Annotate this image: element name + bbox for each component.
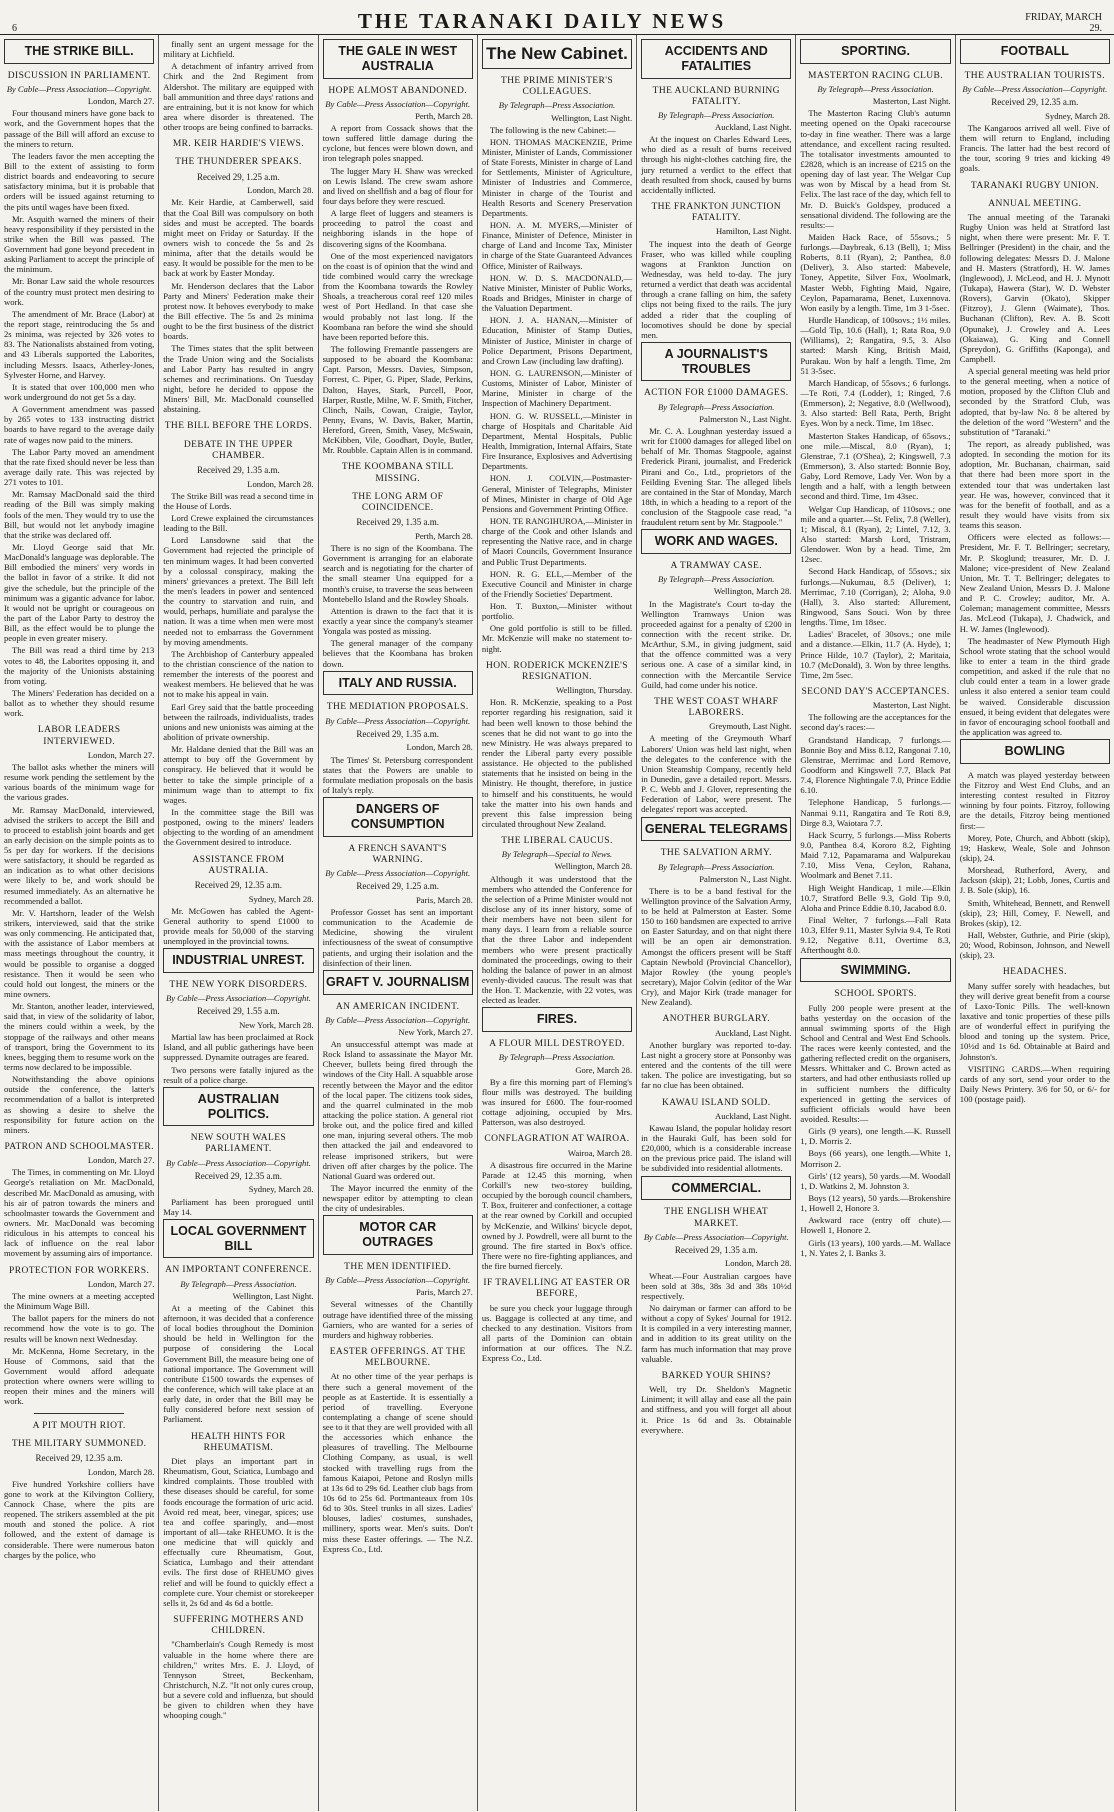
byline: By Cable—Press Association—Copyright. xyxy=(325,1275,471,1286)
paragraph: Morey, Pote, Church, and Abbott (skip), 19; Haskew, Weale, Sole and Johnson (skip), 24. xyxy=(959,832,1110,863)
subhead: THE LONG ARM OF COINCIDENCE. xyxy=(352,491,444,514)
paragraph: Parliament has been prorogued until May 14. xyxy=(163,1196,314,1217)
received-time: Received 29, 1.35 a.m. xyxy=(197,464,280,475)
subhead: ACTION FOR £1000 DAMAGES. xyxy=(643,388,789,399)
subhead: A FLOUR MILL DESTROYED. xyxy=(489,1039,625,1050)
headline-strike-bill: THE STRIKE BILL. xyxy=(4,39,154,64)
byline: By Cable—Press Association—Copyright. xyxy=(165,1157,311,1168)
byline: By Telegraph—Press Association. xyxy=(498,100,616,111)
dateline: Auckland, Last Night. xyxy=(715,1027,792,1038)
dateline: London, March 28. xyxy=(406,742,473,753)
paragraph: A match was played yesterday between the Fitzroy and West End Clubs, and an interesting contest resulted in Fitzroy winning by four points. Fitzroy, following are the details, Fitzroy being mentioned first:— xyxy=(959,769,1110,831)
paragraph: Mr. Ramsay MacDonald, interviewed, advised the strikers to accept the Bill and to proceed to establish joint boards and get an early decision on the simple points as to 5s per day for workers. If the decisions were satisfactory, it should be regarded as an indication as to what other decisions were likely to be, and work should be resumed immediately. As an alternative he recommended a ballot. xyxy=(4,804,155,906)
paragraph: Although it was understood that the members who attended the Conference for the selection of a Prime Minister would not disclose any of its inner history, some of their members have not been silent for many days. I learn from a reliable source that the three Labor and independent members who were present practically dominated the proceedings, owing to their holding the balance of power in an almost evenly-divided caucus. The result was that the Hon. T. Mackenzie, with 22 votes, was elected as leader. xyxy=(481,873,633,1006)
column-5 xyxy=(637,35,796,1811)
byline: By Cable—Press Association—Copyright. xyxy=(165,993,311,1004)
subhead: KAWAU ISLAND SOLD. xyxy=(661,1097,771,1108)
subhead: CONFLAGRATION AT WAIROA. xyxy=(484,1134,630,1145)
subhead: IF TRAVELLING AT EASTER OR BEFORE, xyxy=(483,1278,631,1300)
subhead: THE ENGLISH WHEAT MARKET. xyxy=(664,1207,769,1229)
received-time: Received 29, 1.55 a.m. xyxy=(197,1006,280,1017)
paragraph: The Kangaroos arrived all well. Five of them will return to England, including Francis. The latter had the best record of the tour, scoring 9 tries and kicking 49 goals. xyxy=(959,122,1110,174)
paragraph: The amendment of Mr. Brace (Labor) at the report stage, reintroducing the 5s and 2s minima, was rejected by 326 votes to 83. The Nationalists abstained from voting, and 43 Liberals supported the Laborites, including Messrs. Isaacs, Atherley-Jones, Sylvester Horne, and Harvey. xyxy=(4,308,155,380)
paragraph: Mr. McKenna, Home Secretary, in the House of Commons, said that the Government would afford adequate protection where owners were willing to reopen their mines and the miners will work. xyxy=(4,1345,155,1407)
subhead: HON. RODERICK MCKENZIE'S RESIGNATION. xyxy=(486,660,628,682)
byline: By Cable—Press Association—Copyright. xyxy=(325,98,471,109)
paragraph: In the committee stage the Bill was postponed, owing to the miners' leaders objecting to the wording of an amendment the Government desired to introduce. xyxy=(163,806,314,848)
paragraph: HON. TE RANGIHUROA,—Minister in charge of the Cook and other Islands and representing the Native race, and in charge of Maori Councils, Government Insurance and Public Trust Departments. xyxy=(481,515,633,567)
received-time: Received 29, 1.35 a.m. xyxy=(356,517,440,528)
headline-industrial-unrest: INDUSTRIAL UNREST. xyxy=(163,948,313,973)
paragraph: The Times states that the split between the Trade Union wing and the Socialists and Labor Party has resulted in angry schemes and recriminations. On Tuesday night, before he decided to oppose the Miners' Bill, Mr. MacDonald counselled abstaining. xyxy=(163,343,314,415)
subhead: TARANAKI RUGBY UNION. xyxy=(970,180,1099,191)
headline-football: FOOTBALL xyxy=(960,39,1110,64)
paragraph: Lord Crewe explained the circumstances leading to the Bill. xyxy=(163,513,314,534)
paragraph: Two persons were fatally injured as the result of a police charge. xyxy=(163,1064,314,1085)
paragraph: VISITING CARDS.—When requiring cards of any sort, send your order to the Daily News Printery. 3/6 for 50, or 6/- for 100 (postage paid). xyxy=(959,1063,1110,1105)
dateline: Wellington, Last Night. xyxy=(551,112,633,123)
paragraph: Four thousand miners have gone back to work, and the Government hopes that the passage of the Bill will afford an excuse to the miners to return. xyxy=(4,108,155,149)
received-time: Received 29, 1.35 a.m. xyxy=(356,728,440,739)
subhead: THE MEN IDENTIFIED. xyxy=(344,1261,452,1272)
paragraph: HON. THOMAS MACKENZIE, Prime Minister, Minister of Lands, Commissioner of State Forests, Minister in charge of Land for Settlements, Minister of Agriculture, Minister of Industries and Commerce, Minister in charge of the Tourist and Health Resorts and Scenery Preservation Departments. xyxy=(481,136,633,218)
subhead: THE THUNDERER SPEAKS. xyxy=(175,157,302,168)
subhead: THE LIBERAL CAUCUS. xyxy=(501,836,613,847)
dateline: Auckland, Last Night. xyxy=(715,122,792,133)
byline: By Cable—Press Association—Copyright. xyxy=(6,83,152,94)
paragraph: Telephone Handicap, 5 furlongs.—Nanmai 9.11, Rangatira and Te Roti 8.9, Dirge 8.3, Waiotara 7.7. xyxy=(800,797,951,828)
subhead: BARKED YOUR SHINS? xyxy=(661,1370,771,1381)
paragraph: At the inquest on Charles Edward Lees, who died as a result of burns received through his night-clothes catching fire, the jury returned a verdict to the effect that death resulted from shock, caused by burns accidentally inflicted. xyxy=(641,134,792,195)
subhead: DISCUSSION IN PARLIAMENT. xyxy=(7,70,151,81)
paragraph: HON. G. LAURENSON,—Minister of Customs, Minister of Labor, Minister of Marine, Minister in charge of the Inspection of Machinery Department. xyxy=(481,367,633,409)
dateline: Paris, March 27. xyxy=(416,1287,473,1298)
column-1 xyxy=(0,35,159,1811)
paragraph: Second Hack Handicap, of 55sovs.; six furlongs.—Nukumau, 8.5 (Deliver), 1; Merrimac, 7.10 (Corrigan), 2; Aloha, 9.0 (Hall), 3. Also started: Allurement, Ringwood, Sans Souci. Won by three lengths. Time, 1m 18sec. xyxy=(800,566,951,628)
received-time: Received 29, 12.35 a.m. xyxy=(194,879,283,890)
subhead: THE NEW YORK DISORDERS. xyxy=(169,979,308,990)
headline-bowling: BOWLING xyxy=(960,739,1110,764)
dateline: Hamilton, Last Night. xyxy=(715,226,792,237)
subhead: PATRON AND SCHOOLMASTER. xyxy=(4,1142,154,1152)
dateline: Palmerston N., Last Night. xyxy=(699,413,792,424)
paragraph: By a fire this morning part of Fleming's flour mills was destroyed. The building was insured for £600. The four-roomed cottage adjoining, occupied by Mrs. Patterson, was also destroyed. xyxy=(481,1076,633,1128)
subhead: THE FRANKTON JUNCTION FATALITY. xyxy=(651,202,782,224)
subhead: ANNUAL MEETING. xyxy=(988,198,1082,209)
paragraph: Masterton Stakes Handicap, of 65sovs.; one mile.—Miscal, 8.0 (Ryan), 1; Glenstrae, 7.1 (O'Shea), 2; Kingswell, 7.3 (Emmerson), 3. Also started: Bonnie Boy, Gaby, Lord Remove, Lady Ver. Won by a length and a half, with a length between second and third. Time, 1m 43sec. xyxy=(800,430,951,502)
paragraph: Fully 200 people were present at the baths yesterday on the occasion of the annual swimming sports of the High School and Central and West End Schools. The races were keenly contested, and the gathering reflected credit on the organisers, Messrs. Whittaker and C. Brown acted as starters, and had other enthusiasts rolled up in sufficient numbers the difficulty experienced in getting the services of sufficient officials would have been avoided. Results:— xyxy=(800,1002,951,1125)
dateline: Auckland, Last Night. xyxy=(715,1110,792,1121)
subhead: THE KOOMBANA STILL MISSING. xyxy=(341,462,454,484)
dateline: Wellington, March 28. xyxy=(554,861,633,872)
byline: By Cable—Press Association—Copyright. xyxy=(962,83,1108,94)
paragraph: One gold portfolio is still to be filled. Mr. McKenzie will make no statement to-night. xyxy=(481,623,633,654)
paragraph: Earl Grey said that the battle proceeding between the railroads, individualists, trades unions and new unionists was aiming at the abolition of private ownership. xyxy=(163,701,314,742)
paragraph: The following Fremantle passengers are supposed to be aboard the Koombana: Capt. Parson, Messrs. Davies, Simpson, Forrest, C. Piper, G. Piper, Slade, Perkins, Dalton, Hayes, Stark, Purcell, Poor, Harper, Rustle, Milne, W. F. Smith, Fitcher, Clinch, Nails, Cowan, Craigie, Taylor, Penny, Evans, W. Davis, Baker, Martin, Hereford, Green, Smith, Vasey, McSwain, McKibben, Vile, Goodhart, Doyle, Butler, Mr. Roubble. Captain Allen is in command. xyxy=(322,343,473,456)
subhead: HEALTH HINTS FOR RHEUMATISM. xyxy=(191,1431,286,1453)
byline: By Cable—Press Association—Copyright. xyxy=(325,715,471,726)
newspaper-columns xyxy=(0,35,1114,1811)
byline: By Cable—Press Association—Copyright. xyxy=(325,1014,471,1025)
paragraph: Professor Gosset has sent an important communication to the Academie de Medicine, showing the virulent infectiousness of the sweat of consumptive patients, and urging their isolation and the disinfection of their linen. xyxy=(322,906,473,968)
paragraph: The ballot asks whether the miners will resume work pending the settlement by the various boards of the minimum wage for the various grades. xyxy=(4,761,155,803)
subhead: AN AMERICAN INCIDENT. xyxy=(335,1001,460,1012)
subhead: ASSISTANCE FROM AUSTRALIA. xyxy=(192,854,285,876)
received-time: Received 29, 12.35 a.m. xyxy=(194,1170,283,1181)
paragraph: Hack Scurry, 5 furlongs.—Miss Roberts 9.0, Panthea 8.4, Kororo 8.2, Fighting Maid 7.12, Papamarama and Walpurekau 7.10, Miss Vena, Ceylon, Rahana, Woolmark and Benet 7.11. xyxy=(800,829,951,881)
paragraph: Mr. C. A. Loughnan yesterday issued a writ for £1000 damages for alleged libel on behalf of Mr. Thomas Stagpoole, against Frederick Pirani, journalist, and Frederick Pirani and Co., Ltd., proprietors of the Feilding Evening Star. The alleged libels are contained in the Star of Monday, March 18th, in which a heading to a report of the conclusion of the Stagpoole case read, "a fraudulent return sent by Mr. Stagpoole." xyxy=(641,425,792,528)
paragraph: Kawau Island, the popular holiday resort in the Hauraki Gulf, has been sold for £20,000, which is a considerable increase on the previous price paid. The island will be subdivided into residential allotments. xyxy=(641,1122,792,1174)
paragraph: The Bill was read a third time by 213 votes to 48, the Laborites opposing it, and the majority of the Unionists abstaining from voting. xyxy=(4,645,155,686)
paragraph: The inquest into the death of George Fraser, who was killed while coupling wagons at Frankton Junction on Wednesday, was held to-day. The jury returned a verdict that death was accidental through a crane falling on him, the safety clips not being fixed to the rails. The jury added a rider that the coupling of locomotives should be done by special men. xyxy=(641,238,792,340)
headline-journalists-troubles: A JOURNALIST'S TROUBLES xyxy=(641,342,791,382)
received-time: Received 29, 12.35 a.m. xyxy=(35,1452,123,1463)
paragraph: Hurdle Handicap, of 100sovs.; 1½ miles.—Gold Tip, 10.6 (Hall), 1; Rata Roa, 9.0 (Williams), 2; Rangatira, 9.5, 3. Also started: Marsh King, British Maid, Purakau. Won by half a length. Time, 2m 51 3-5sec. xyxy=(800,315,951,376)
paragraph: There is to be a band festival for the Wellington province of the Salvation Army, to be held at Palmerston at Easter. Some 150 to 160 bandsmen are expected to arrive on Easter Saturday, and on that night there will be an open air demonstration. Amongst the officers present will be Staff Captain Newbold (Provincial Chancellor), Major Rowley (the young people's secretary), Major Colvin (editor of the War Cry), and Major Kirk (trade manager for New Zealand). xyxy=(641,885,792,1008)
subhead: THE WEST COAST WHARF LABORERS. xyxy=(654,696,779,719)
subhead: MR. KEIR HARDIE'S VIEWS. xyxy=(172,139,305,150)
subhead: MASTERTON RACING CLUB. xyxy=(808,70,944,81)
dateline: Sydney, March 28. xyxy=(1045,110,1110,121)
paragraph: Hon. R. McKenzie, speaking to a Post reporter regarding his resignation, said it had been well known to those behind the scenes that he did not want to go into the new Ministry. He was always prepared to render the Liberal party every possible assistance. He objected to the published statements that he insisted on being in the Ministry. He thought, therefore, in justice to himself and his constituents, he would take the matter into his own hands and prevent this false impression being circulated throughout New Zealand. xyxy=(481,697,633,829)
paragraph: A large fleet of luggers and steamers is proceeding to patrol the coast and neighboring islands in the hope of discovering signs of the Koombana. xyxy=(322,208,473,249)
paragraph: Welgar Cup Handicap, of 110sovs.; one mile and a quarter.—St. Felix, 7.8 (Weller), 1; Miscal, 8.1 (Ryan), 2; Lintel, 7.12, 3. Also started: Marsh Lord, Tristram, Glendower. Won by a head. Time, 2m 12sec. xyxy=(800,503,951,565)
paragraph: Several witnesses of the Chantilly outrage have identified three of the missing Garniers, who are wanted for a series of murders and highway robberies. xyxy=(322,1299,473,1340)
paragraph: Girls (9 years), one length.—K. Russell 1, D. Morris 2. xyxy=(800,1126,951,1147)
paragraph: High Weight Handicap, 1 mile.—Elkin 10.7, Stratford Belle 9.3, Gold Tip 9.0, Aloha and Prince Eddie 8.10, Jacabod 8.0. xyxy=(800,882,951,913)
page-number: 6 xyxy=(12,23,17,34)
paragraph: The leaders favor the men accepting the Bill to the extent of assisting to form district boards and endeavoring to secure satisfactory minima, but it is probable that orders will be issued against returning to the pits until wages have been fixed. xyxy=(4,150,155,212)
dateline: London, March 28. xyxy=(247,185,314,196)
subhead: HEADACHES. xyxy=(1002,967,1067,978)
paragraph: Mr. Ramsay MacDonald said the third reading of the Bill was simply making fools of the men. They would try to use the Bill, but would not let anybody imagine that the strike was declared off. xyxy=(4,489,155,540)
paragraph: Hall, Webster, Guthrie, and Pirie (skip), 20; Wood, Robinson, Johnson, and Newell (skip), 23. xyxy=(959,929,1110,961)
received-time: Received 29, 1.35 a.m. xyxy=(674,1244,758,1255)
paragraph: be sure you check your luggage through us. Baggage is collected at any time, and checked to any destination. Visitors from all parts of the Dominion can obtain information at our offices. The N.Z. Express Co., Ltd. xyxy=(481,1302,633,1364)
subhead: THE MILITARY SUMMONED. xyxy=(11,1438,147,1449)
headline-swimming: SWIMMING. xyxy=(800,958,950,983)
dateline: Masterton, Last Night. xyxy=(872,96,951,107)
paragraph: Mr. V. Hartshorn, leader of the Welsh strikers, interviewed, said that the strike was only commencing. He anticipated that, with the assistance of Labor members at mass meetings throughout the country, it would be possible to organise a dogged resistance. Then it would be seen who could hold out longest, the miners or the mine owners. xyxy=(4,907,155,1000)
paragraph: An unsuccessful attempt was made at Rock Island to assassinate the Mayor Mr. Cheever, bullets being fired through the windows of the City Hall. A squabble arose recently between the Mayor and the editor of the local paper. The citizens took sides, and the quarrel culminated in the mob attacking the police station. A general riot broke out, and the police fired and killed one man, injuring several others. The mob then attacked the jail and endeavored to release imprisoned strikers, but were driven off after charges by the police. The National Guard was ordered out. xyxy=(322,1039,473,1181)
dateline: London, March 28. xyxy=(87,1466,155,1477)
paragraph: Mr. Bonar Law said the whole resources of the country must protect men desiring to work. xyxy=(4,276,155,307)
subhead: SECOND DAY'S ACCEPTANCES. xyxy=(801,686,950,697)
paragraph: The Archbishop of Canterbury appealed to the christian conscience of the nation to remember the interests of the poorest and weakest members. He believed that he was not to make his appeal in vain. xyxy=(163,648,314,700)
paragraph: There is no sign of the Koombana. The Government is arranging for an elaborate search and is negotiating for the charter of the small steamer Una equipped for a month's cruise, to traverse the seas between Montebello Island and the Rowley Shoals. xyxy=(322,543,473,604)
subhead: ANOTHER BURGLARY. xyxy=(662,1014,770,1025)
paragraph: HON. G. W. RUSSELL,—Minister in charge of Hospitals and Charitable Aid Department, Mental Hospitals, Public Health, Immigration, Internal Affairs, State Fire Insurance, Explosives and Advertising Departments. xyxy=(481,410,633,472)
subhead: NEW SOUTH WALES PARLIAMENT. xyxy=(190,1133,287,1155)
subhead: THE BILL BEFORE THE LORDS. xyxy=(164,421,313,432)
subhead: LABOR LEADERS INTERVIEWED. xyxy=(37,725,121,747)
divider xyxy=(34,1413,124,1414)
paragraph: The general manager of the company believes that the Koombana has broken down. xyxy=(322,638,473,669)
dateline: Paris, March 28. xyxy=(416,894,473,905)
paragraph: finally sent an urgent message for the military at Lichfield. xyxy=(163,39,314,60)
subhead: EASTER OFFERINGS. AT THE MELBOURNE. xyxy=(329,1346,466,1369)
subhead: THE SALVATION ARMY. xyxy=(660,848,772,859)
paragraph: Girls (13 years), 100 yards.—M. Wallace 1, N. Yates 2, I. Banks 3. xyxy=(800,1237,951,1258)
paragraph: Grandstand Handicap, 7 furlongs.—Bonnie Boy and Miss 8.12, Rangonai 7.10, Glenstrae, Merrimac and Lord Remove, Goodform and Kingswell 7.7, Black Pat 7.4, Florence Nightingale 7.0, Prince Eddie 6.10. xyxy=(800,734,951,796)
headline-sporting: SPORTING. xyxy=(800,39,950,64)
dateline: Wellington, Last Night. xyxy=(232,1290,314,1301)
paragraph: Mr. McGowen has cabled the Agent-General authority to spend £1000 to provide meals for 50,000 of the starving unemployed in the provincial towns. xyxy=(163,905,314,947)
dateline: Gore, March 28. xyxy=(575,1064,633,1075)
paragraph: Maiden Hack Race, of 55sovs.; 5 furlongs.—Daybreak, 6.13 (Bell), 1; Miss Roberts, 8.11 (Ryan), 2; Panthea, 8.0 (Deliver), 3. Also started: Mabevele, Toney, Appetite, Silver Fox, Woolmark, Master Webb, Fighting Maid, Ngaire, Ceylon, Papamarama, Benet, Luxennova. Won easily by a length. Time, 1m 3 1-5sec. xyxy=(800,231,951,313)
paragraph: A disastrous fire occurred in the Marine Parade at 12.45 this morning, when Corkill's new two-storey building, occupied by the borough council chambers, T. Box, fruiterer and confectioner, a cottage at the rear owned by Corkill and occupied by McKenzie, and Wilkins' bicycle depot, owned by J. Powdrell, were all burnt to the ground. The fire started in Box's office. There were no fire-fighting appliances, and the fire burned fiercely. xyxy=(481,1159,633,1272)
paragraph: Well, try Dr. Sheldon's Magnetic Liniment; it will allay and ease all the pain and stiffness, and you will forget all about it. Price 1s 6d and 3s. Obtainable everywhere. xyxy=(641,1384,792,1435)
paragraph: Wheat.—Four Australian cargoes have been sold at 38s, 38s 3d and 38s 10½d respectively. xyxy=(641,1270,792,1301)
headline-new-cabinet: The New Cabinet. xyxy=(482,39,632,69)
paragraph: Smith, Whitehead, Bennett, and Renwell (skip), 23; Hill, Comey, F. Newell, and Brokes (skip), 12. xyxy=(959,897,1110,928)
dateline: Palmerston N., Last Night. xyxy=(699,873,792,884)
subhead: A FRENCH SAVANT'S WARNING. xyxy=(348,843,447,865)
paragraph: Mr. Lloyd George said that Mr. MacDonald's language was deplorable. The Bill embodied the miners' very words in the ballot in favor of a strike. It did not give the schedule, but the principle of the minimum was a gigantic advance for labor. It would not be upright or courageous on the part of the Labor Party to destroy the Bill, as the effect would be to plunge the people in even greater misery. xyxy=(4,542,155,644)
paragraph: The mine owners at a meeting accepted the Minimum Wage Bill. xyxy=(4,1290,155,1312)
paragraph: Many suffer sorely with headaches, but they will derive great benefit from a course of Laxo-Tonic Pills. The well-known laxative and tonic properties of these pills are of wonderful effect in purifying the blood and toning up the system. Price, 10½d and 1s 6d. Obtainable at Baird and Johnston's. xyxy=(959,980,1110,1062)
paragraph: One of the most experienced navigators on the coast is of opinion that the wind and tide combined would carry the wreckage from the Koombana towards the Rowley Shoals, a treacherous coral reef 120 miles west of Port Hedland. In that case she would probably not last long. If the Koombana ran before the wind she should have been reported before this. xyxy=(322,250,473,342)
paragraph: Boys (66 years), one length.—White 1, Morrison 2. xyxy=(800,1148,951,1169)
subhead: THE MEDIATION PROPOSALS. xyxy=(326,702,469,713)
paragraph: Girls' (12 years), 50 yards.—M. Woodall 1, D. Watkins 2, M. Johnston 3. xyxy=(800,1170,951,1191)
paragraph: The report, as already published, was adopted. In seconding the motion for its adoption, Mr. Buchanan, chairman, said that there had been more sport in the extended tour that was undertaken last year. He was, however, convinced that it was for the benefit of football, and as a result they would have visits from six teams this season. xyxy=(959,439,1110,531)
column-6 xyxy=(796,35,955,1811)
paragraph: The ballot papers for the miners do not recommend how the vote is to go. The results will be known next Wednesday. xyxy=(4,1313,155,1344)
subhead: SUFFERING MOTHERS AND CHILDREN. xyxy=(173,1615,304,1637)
column-2 xyxy=(159,35,318,1811)
subhead: PROTECTION FOR WORKERS. xyxy=(9,1265,150,1276)
headline-gale-west-australia: THE GALE IN WEST AUSTRALIA xyxy=(323,39,473,79)
paragraph: Martial law has been proclaimed at Rock Island, and all public gatherings have been suppressed. Dynamite outrages are feared. xyxy=(163,1032,314,1063)
paragraph: At no other time of the year perhaps is there such a general movement of the people as at Eastertide. It is essentially a period of travelling. Everyone contemplating a change of scene should see to it that they are well provided with all the accessories which enhance the pleasures of travelling. The Melbourne Clothing Company, as usual, is well stocked with travelling rugs from the famous Kaiapoi, Petone and Roslyn mills at 13s 6d to 29s 6d. Leather club bags from 10s 6d to 25s 6d. Portmanteaux from 10s 6d to 30s. Steel trunks in all sizes. Ladies' blouses, ladies' costumes, sunshades, millinery, sports wear. Men's suits. Don't miss these Easter offerings. — The N.Z. Express Co., Ltd. xyxy=(322,1371,473,1554)
paragraph: Notwithstanding the above opinions outside the conference, the latter's recommendation of a ballot is interpreted as showing a desire to shelve the responsibility for future action on the miners. xyxy=(4,1074,155,1135)
paragraph: The following is the new Cabinet:— xyxy=(489,124,616,135)
issue-date: FRIDAY, MARCH 29. xyxy=(1025,12,1102,34)
dateline: London, March 27. xyxy=(87,1278,155,1289)
headline-fires: FIRES. xyxy=(482,1007,632,1032)
paragraph: The lugger Mary H. Shaw was wrecked on Lewis Island. The crew swam ashore and lived on shellfish and a bag of flour for four days before they were rescued. xyxy=(322,165,473,206)
dateline: London, March 27. xyxy=(87,1155,155,1166)
byline: By Telegraph—Press Association. xyxy=(658,574,775,585)
paragraph: No dairyman or farmer can afford to be without a copy of Sykes' Journal for 1912. It is compiled in a very interesting manner, and in addition to its great utility on the farm has much information that may prove valuable. xyxy=(641,1303,792,1364)
subhead: THE PRIME MINISTER'S COLLEAGUES. xyxy=(500,76,614,98)
dateline: Sydney, March 28. xyxy=(248,893,314,904)
paragraph: Attention is drawn to the fact that it is exactly a year since the company's steamer Yongala was posted as missing. xyxy=(322,605,473,637)
byline: By Telegraph—Press Association. xyxy=(817,83,934,94)
paragraph: Ladies' Bracelet, of 30sovs.; one mile and a distance.—Elkin, 11.7 (A. Hyde), 1; Prince Hilde, 10.7 (Taylor), 2; Maritaia, 10.7 (McDonald), 3. Won by three lengths. Time, 2m 5sec. xyxy=(800,629,951,680)
headline-local-government-bill: LOCAL GOVERNMENT BILL xyxy=(163,1219,313,1259)
paragraph: The Miners' Federation has decided on a ballot as to whether they should resume work. xyxy=(4,687,155,719)
paragraph: Mr. Asquith warned the miners of their heavy responsibility if they persisted in the strike when the Bill was passed. The Government had gone beyond precedent in asking Parliament to accept the principle of the minimum. xyxy=(4,213,155,275)
paragraph: HON. J. COLVIN,—Postmaster-General, Minister of Telegraphs, Minister of Mines, Minister in charge of Old Age Pensions and Government Printing Office. xyxy=(481,473,633,514)
headline-motor-car-outrages: MOTOR CAR OUTRAGES xyxy=(323,1215,473,1255)
paragraph: Officers were elected as follows:—President, Mr. F. T. Bellringer; secretary, Mr. P. Skoglund; treasurer, Mr. D. J. Malone; vice-president of New Zealand Union, Mr. T. T. Bellringer; delegates to New Zealand Union, Messrs D. J. Malone and P. C. Crowley; auditor, Mr. A. Coleman; management committee, Messrs Jas. McLeod (Tukapa), J. Chadwick, and H. W. James (Inglewood). xyxy=(959,532,1110,634)
paragraph: A meeting of the Greymouth Wharf Laborers' Union was held last night, when the delegates to the conference with the Union Steamship Company, recently held in Dunedin, gave a detailed report. Messrs. P. C. Webb and J. Glover, representing the Federation of Labor, were present. The delegates' report was accepted. xyxy=(641,733,792,815)
paragraph: A detachment of infantry arrived from Chirk and the 2nd Regiment from Aldershot. The military are equipped with ball ammunition and three days' rations and are entraining, but it is not know for which area where disorder is threatened. The other troops are being confined to barracks. xyxy=(163,61,314,133)
dateline: New York, March 28. xyxy=(239,1019,314,1030)
paragraph: The Times' St. Petersburg correspondent states that the Powers are unable to formulate mediation proposals on the basis of Italy's reply. xyxy=(322,754,473,795)
received-time: Received 29, 12.35 a.m. xyxy=(991,97,1079,108)
paragraph: HON. J. A. HANAN,—Minister of Education, Minister of Stamp Duties, Minister of Justice, Minister in charge of Police Department, Prisons Department, and Crown Law (including law drafting). xyxy=(481,315,633,366)
paragraph: Mr. Haldane denied that the Bill was an attempt to buy off the Government by conspiracy. He believed that it would be better to take the simple principle of a minimum wage than to attempt to fix wages. xyxy=(163,744,314,805)
paragraph: A Government amendment was passed by 265 votes to 133 instructing district boards to have regard to the average daily rate of wages now paid to the miners. xyxy=(4,404,155,445)
dateline: Wellington, Thursday. xyxy=(555,685,633,696)
dateline: Masterton, Last Night. xyxy=(872,700,951,711)
headline-general-telegrams: GENERAL TELEGRAMS xyxy=(641,817,791,842)
dateline: London, March 27. xyxy=(87,749,155,760)
paragraph: The headmaster of New Plymouth High School wrote stating that the school would like to enter a team in the third grade competition, and asked if the rule that no club could enter a team in a lower grade unless it also entered a senior team could be waived. Considerable discussion ensued, it being evident that delegates were in favor of encouraging school football and the application was agreed to. xyxy=(959,635,1110,737)
paragraph: It is stated that over 100,000 men who work underground do not get 5s a day. xyxy=(4,381,155,403)
received-time: Received 29, 1.25 a.m. xyxy=(356,881,440,892)
paragraph: Mr. Stanton, another leader, interviewed, said that, in view of the solidarity of labor, the miners could within a week, by the stoppage of the railways and other means of transport, bring the Government to its knees, begging them to resume work on the terms now declared to be impossible. xyxy=(4,1001,155,1073)
paragraph: At a meeting of the Cabinet this afternoon, it was decided that a conference of local bodies throughout the Dominion should be held in Wellington for the purpose of considering the Local Government Bill, the measure being one of national importance. The Government will contribute £1500 towards the expenses of the conference, which will take place at an early date, in order that the Bill may be fully considered before next session of Parliament. xyxy=(163,1302,314,1425)
byline: By Telegraph—Press Association. xyxy=(658,861,775,872)
subhead: THE AUCKLAND BURNING FATALITY. xyxy=(652,85,780,107)
dateline: Wellington, March 28. xyxy=(713,586,792,597)
paragraph: Final Welter, 7 furlongs.—Fall Rata 10.3, Elfer 9.11, Master Sylvia 9.4, Te Roti 9.12, Negative 8.11, Overtime 8.3, Afterthought 8.0. xyxy=(800,914,951,956)
dateline: Perth, March 28. xyxy=(415,110,473,121)
byline: By Cable—Press Association—Copyright. xyxy=(325,868,471,879)
subhead: DEBATE IN THE UPPER CHAMBER. xyxy=(183,439,293,461)
subhead: A TRAMWAY CASE. xyxy=(670,561,762,572)
paragraph: Boys (12 years), 50 yards.—Brokenshire 1, Howell 2, Honore 3. xyxy=(800,1193,951,1214)
paragraph: The following are the acceptances for the second day's races:— xyxy=(800,712,951,733)
subhead: A PIT MOUTH RIOT. xyxy=(32,1420,126,1431)
headline-graft-journalism: GRAFT V. JOURNALISM xyxy=(323,970,473,995)
dateline: London, March 28. xyxy=(247,478,314,489)
paragraph: Awkward race (entry off chute).—Howell 1, Honore 2. xyxy=(800,1215,951,1236)
paragraph: The Labor Party moved an amendment that the rate fixed should never be less than average daily rate. This was rejected by 271 votes to 101. xyxy=(4,446,155,488)
dateline: Greymouth, Last Night. xyxy=(709,721,792,732)
headline-italy-russia: ITALY AND RUSSIA. xyxy=(323,671,473,696)
byline: By Telegraph—Special to News. xyxy=(501,849,613,860)
subhead: THE AUSTRALIAN TOURISTS. xyxy=(964,70,1106,81)
dateline: Wairoa, March 28. xyxy=(567,1147,633,1158)
column-4 xyxy=(478,35,637,1811)
headline-accidents-fatalities: ACCIDENTS AND FATALITIES xyxy=(641,39,791,79)
paragraph: The Strike Bill was read a second time in the House of Lords. xyxy=(163,490,314,511)
paragraph: Mr. Keir Hardie, at Camberwell, said that the Coal Bill was compulsory on both sides and must be accepted. The boards might meet on Friday or Saturday. If the owners wish to concede the 5s and 2s minima, after that the details would be easy. It would be possible for the men to be back at work by Easter Monday. xyxy=(163,197,314,279)
dateline: London, March 28. xyxy=(725,1258,792,1269)
dateline: London, March 27. xyxy=(87,96,155,107)
paragraph: The Masterton Racing Club's autumn meeting opened on the Opaki racecourse to-day in fine weather. There was a large attendance, and excellent racing resulted. The totalisator investments amounted to £2828, which is an increase of £215 on the opening day of last year. The Welgar Cup was won by Miscal by a head from St. Felix. The last race of the day, which fell to Mr. D. Buick's Goldspey, produced a sensational dividend. The following are the results:— xyxy=(800,108,951,230)
byline: By Telegraph—Press Association. xyxy=(180,1278,297,1289)
dateline: Sydney, March 28. xyxy=(248,1184,314,1195)
masthead xyxy=(0,0,1114,35)
paragraph: The annual meeting of the Taranaki Rugby Union was held at Stratford last night, when there were present: Mr. F. T. Bellringer (President) in the chair, and the following delegates: Messrs D. J. Malone and H. Masters (Stratford), H. W. James (Inglewood), J. McLeod, and H. J. Mynott (Tukapa), Hawera (Star), W. D. Webster (Rovers), Garvin (Okato), Skipper (Fitzroy), J. Glenn (Waimate), Thos. Buchanan (Clifton), Rev. A. B. Scott (Opunake), J. Crowley and A. Lees (Okaiawa), G. King and Connell (Spreydon), G. Griffiths (Kaponga), and Campbell. xyxy=(959,211,1110,364)
paragraph: HON. W. D. S. MACDONALD,—Native Minister, Minister of Public Works, Roads and Bridges, Minister in charge of the Valuation Department. xyxy=(481,272,633,314)
received-time: Received 29, 1.25 a.m. xyxy=(197,171,280,182)
paragraph: HON. A. M. MYERS,—Minister of Finance, Minister of Defence, Minister in charge of Land and Income Tax, Minister in charge of the State Guaranteed Advances Office, Minister of Railways. xyxy=(481,220,633,271)
paragraph: HON. R. G. ELL,—Member of the Executive Council and Minister in charge of the Friendly Societies' Department. xyxy=(481,568,633,599)
column-3 xyxy=(319,35,478,1811)
paragraph: The Times, in commenting on Mr. Lloyd George's retaliation on Mr. MacDonald, described Mr. MacDonald as amusing, with his air of patron towards the miners and schoolmaster towards the Government and owners. Mr. MacDonald was becoming ridiculous in his attempts to conceal his lack of influence on the real labor movement by assuming airs of importance. xyxy=(4,1167,155,1259)
subhead: AN IMPORTANT CONFERENCE. xyxy=(165,1265,312,1276)
paragraph: Diet plays an important part in Rheumatism, Gout, Sciatica, Lumbago and kindred complaints. Those troubled with these diseases should be careful, for some foods encourage the formation of uric acid. Avoid red meat, beer, vinegar, spices; use tea and coffee sparingly, and—most important of all—take RHEUMO. It is the one medicine that will quickly and effectually cure Rheumatism, Gout, Sciatica, Lumbago and their attendant evils. The first dose of RHEUMO gives relief and will be found to quickly effect a complete cure. Your chemist or storekeeper sells it, 2s 6d and 4s 6d a bottle. xyxy=(163,1455,314,1608)
subhead: SCHOOL SPORTS. xyxy=(834,989,917,1000)
dateline: Perth, March 28. xyxy=(415,530,473,541)
column-7 xyxy=(956,35,1114,1811)
newspaper-title: THE TARANAKI DAILY NEWS xyxy=(357,9,727,33)
byline: By Telegraph—Press Association. xyxy=(658,109,775,120)
dateline: New York, March 27. xyxy=(398,1026,473,1037)
paragraph: Five hundred Yorkshire colliers have gone to work at the Kilvington Colliery, Cannock Chase, where the pits are reopened. The strikers assembled at the pit mouth and stoned the police. A riot followed, and the extent of damage is considerable. There were numerous baton charges by the police, who xyxy=(4,1478,155,1560)
paragraph: Mr. Henderson declares that the Labor Party and Miners' Federation make their protest now. It behoves everybody to make the Bill effective. The 5s and 2s minima ought to be the first business of the district boards. xyxy=(163,280,314,342)
headline-dangers-consumption: DANGERS OF CONSUMPTION xyxy=(323,797,473,837)
byline: By Telegraph—Press Association. xyxy=(658,401,775,412)
byline: By Telegraph—Press Association. xyxy=(498,1052,616,1063)
subhead: HOPE ALMOST ABANDONED. xyxy=(328,85,468,96)
paragraph: In the Magistrate's Court to-day the Wellington Tramways Union was proceeded against for a penalty of £200 in connection with the recent strike. Dr. McArthur, S.M., in giving judgment, said that the offence committed was a very serious one. A case of a similar kind, in connection with the Mercantile Service Guild, had come under his notice. xyxy=(641,598,792,690)
headline-work-wages: WORK AND WAGES. xyxy=(641,529,791,554)
paragraph: March Handicap, of 55sovs.; 6 furlongs.—Te Roti, 7.4 (Lodder), 1; Ringed, 7.6 (Emmerson), 2; Negative, 8.0 (Wellwood), 3. Also started: Bell Rata, Perth, Bright Eyes. Won by a neck. Time, 1m 18sec. xyxy=(800,377,951,429)
paragraph: "Chamberlain's Cough Remedy is most valuable in the home where there are children," writes Mrs. E. J. Lloyd, of Tennyson Street, Beckenham, Christchurch, N.Z. "It not only cures croup, but a severe cold and influenza, but should be given to children when they have whooping cough." xyxy=(163,1639,314,1721)
paragraph: Another burglary was reported to-day. Last night a grocery store at Ponsonby was entered and the contents of the till were taken. The police are investigating, but so far no clue has been obtained. xyxy=(641,1039,792,1091)
headline-commercial: COMMERCIAL. xyxy=(641,1176,791,1201)
paragraph: A special general meeting was held prior to the general meeting, when a notice of motion, proposed by the Clifton Club and seconded by the Stratford Club, was adopted, that by-law No. 8 be altered by the deletion of the word "Western" and the substitution of "Taranaki." xyxy=(959,366,1110,437)
paragraph: Lord Lansdowne said that the Government had rejected the principle of ten minimum wages. It had been converted by a colossal conspiracy, making the miners' grievances a pretext. The Bill left the men's leaders in power and sentenced the country to starvation and ruin, and would, perhaps, humiliate and paralyse the nation. It was a time when men were most needed not to embarrass the Government by moving amendments. xyxy=(163,535,314,647)
byline: By Cable—Press Association—Copyright. xyxy=(643,1231,789,1242)
paragraph: Hon. T. Buxton,—Minister without portfolio. xyxy=(481,601,633,622)
paragraph: The Mayor incurred the enmity of the newspaper editor by attempting to clean the city of undesirables. xyxy=(322,1182,473,1214)
paragraph: A report from Cossack shows that the town suffered little damage during the cyclone, but fences were blown down, and iron telegraph poles snapped. xyxy=(322,122,473,164)
headline-australian-politics: AUSTRALIAN POLITICS. xyxy=(163,1087,313,1127)
paragraph: Morshead, Rutherford, Avery, and Jackson (skip), 21; Lobb, Jones, Curtis and J. B. Sole (skip), 16. xyxy=(959,865,1110,896)
